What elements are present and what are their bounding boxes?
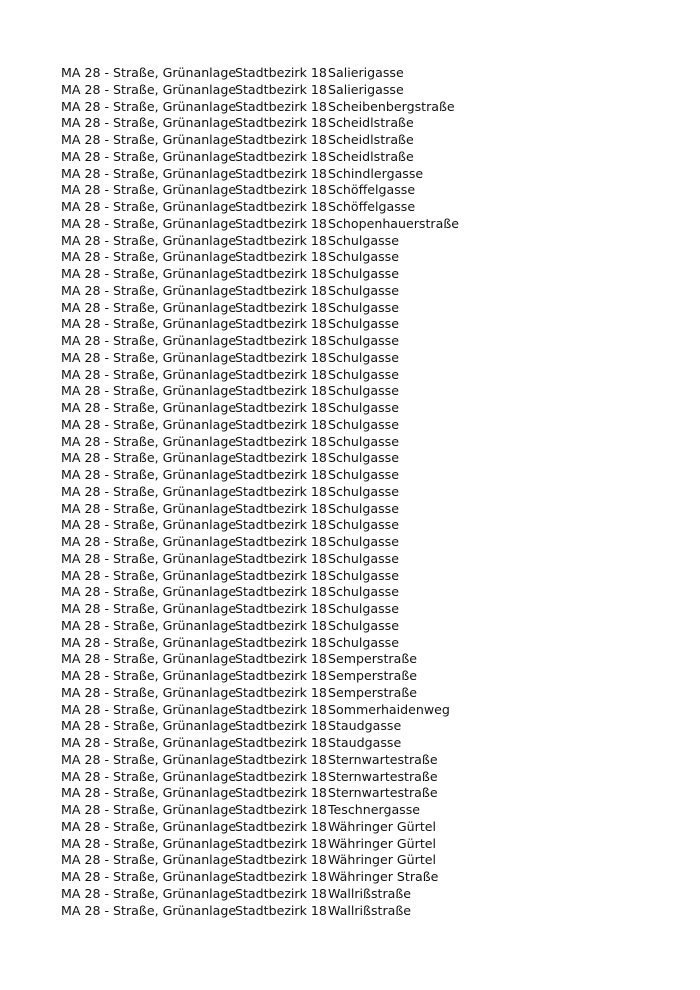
street-cell: Schulgasse (328, 282, 399, 298)
department-cell: MA 28 - Straße, Grünanlage (61, 98, 237, 114)
department-cell: MA 28 - Straße, Grünanlage (61, 115, 237, 131)
street-cell: Schulgasse (328, 617, 399, 633)
street-cell: Sommerhaidenweg (328, 701, 450, 717)
district-cell: Stadtbezirk 18 (235, 349, 327, 365)
department-cell: MA 28 - Straße, Grünanlage (61, 433, 237, 449)
street-cell: Währinger Gürtel (328, 852, 437, 868)
department-cell: MA 28 - Straße, Grünanlage (61, 249, 237, 265)
department-cell: MA 28 - Straße, Grünanlage (61, 400, 237, 415)
district-cell: Stadtbezirk 18 (235, 802, 327, 817)
district-cell: Stadtbezirk 18 (235, 584, 327, 600)
district-cell: Stadtbezirk 18 (235, 433, 327, 449)
department-cell: MA 28 - Straße, Grünanlage (61, 902, 237, 918)
department-cell: MA 28 - Straße, Grünanlage (61, 383, 237, 399)
street-cell: Wallrißstraße (328, 902, 412, 918)
street-cell: Währinger Gürtel (328, 818, 437, 834)
street-cell: Schulgasse (328, 316, 399, 332)
district-cell: Stadtbezirk 18 (235, 818, 327, 834)
department-cell: MA 28 - Straße, Grünanlage (61, 483, 237, 499)
district-cell: Stadtbezirk 18 (235, 148, 327, 164)
department-cell: MA 28 - Straße, Grünanlage (61, 199, 237, 214)
district-cell: Stadtbezirk 18 (235, 182, 327, 198)
street-cell: Teschnergasse (328, 802, 421, 817)
district-cell: Stadtbezirk 18 (235, 550, 327, 566)
street-cell: Schulgasse (328, 299, 399, 315)
department-cell: MA 28 - Straße, Grünanlage (61, 333, 237, 348)
street-cell: Staudgasse (328, 735, 402, 750)
district-cell: Stadtbezirk 18 (235, 199, 327, 214)
street-cell: Schulgasse (328, 400, 399, 415)
district-cell: Stadtbezirk 18 (235, 768, 327, 784)
department-cell: MA 28 - Straße, Grünanlage (61, 684, 237, 700)
district-cell: Stadtbezirk 18 (235, 885, 327, 901)
street-cell: Schulgasse (328, 634, 399, 650)
street-cell: Währinger Straße (328, 869, 439, 884)
department-cell: MA 28 - Straße, Grünanlage (61, 885, 237, 901)
street-cell: Schulgasse (328, 249, 399, 265)
department-cell: MA 28 - Straße, Grünanlage (61, 416, 237, 432)
department-cell: MA 28 - Straße, Grünanlage (61, 617, 237, 633)
street-cell: Schöffelgasse (328, 182, 416, 198)
department-cell: MA 28 - Straße, Grünanlage (61, 366, 237, 382)
street-cell: Schulgasse (328, 483, 399, 499)
department-cell: MA 28 - Straße, Grünanlage (61, 735, 237, 750)
street-cell: Schulgasse (328, 366, 399, 382)
department-cell: MA 28 - Straße, Grünanlage (61, 852, 237, 868)
department-cell: MA 28 - Straße, Grünanlage (61, 818, 237, 834)
street-cell: Schulgasse (328, 567, 399, 583)
street-cell: Schulgasse (328, 383, 399, 399)
street-cell: Schulgasse (328, 232, 399, 248)
district-cell: Stadtbezirk 18 (235, 249, 327, 265)
street-cell: Schulgasse (328, 467, 399, 482)
district-cell: Stadtbezirk 18 (235, 483, 327, 499)
street-cell: Schulgasse (328, 500, 399, 516)
district-cell: Stadtbezirk 18 (235, 835, 327, 851)
district-cell: Stadtbezirk 18 (235, 400, 327, 415)
district-cell: Stadtbezirk 18 (235, 902, 327, 918)
department-cell: MA 28 - Straße, Grünanlage (61, 550, 237, 566)
district-cell: Stadtbezirk 18 (235, 617, 327, 633)
district-cell: Stadtbezirk 18 (235, 517, 327, 533)
department-cell: MA 28 - Straße, Grünanlage (61, 65, 237, 80)
department-cell: MA 28 - Straße, Grünanlage (61, 282, 237, 298)
district-cell: Stadtbezirk 18 (235, 534, 327, 549)
department-cell: MA 28 - Straße, Grünanlage (61, 835, 237, 851)
district-cell: Stadtbezirk 18 (235, 81, 327, 97)
district-cell: Stadtbezirk 18 (235, 450, 327, 466)
department-cell: MA 28 - Straße, Grünanlage (61, 266, 237, 281)
department-cell: MA 28 - Straße, Grünanlage (61, 584, 237, 600)
district-cell: Stadtbezirk 18 (235, 684, 327, 700)
street-cell: Sternwartestraße (328, 751, 438, 767)
department-cell: MA 28 - Straße, Grünanlage (61, 165, 237, 181)
street-cell: Semperstraße (328, 668, 418, 683)
district-cell: Stadtbezirk 18 (235, 668, 327, 683)
street-cell: Schulgasse (328, 333, 399, 348)
district-cell: Stadtbezirk 18 (235, 232, 327, 248)
street-cell: Scheibenbergstraße (328, 98, 455, 114)
department-cell: MA 28 - Straße, Grünanlage (61, 299, 237, 315)
department-cell: MA 28 - Straße, Grünanlage (61, 81, 237, 97)
street-cell: Schulgasse (328, 416, 399, 432)
department-cell: MA 28 - Straße, Grünanlage (61, 768, 237, 784)
street-cell: Währinger Gürtel (328, 835, 437, 851)
district-cell: Stadtbezirk 18 (235, 735, 327, 750)
street-cell: Semperstraße (328, 651, 418, 667)
street-cell: Scheidlstraße (328, 148, 414, 164)
department-cell: MA 28 - Straße, Grünanlage (61, 785, 237, 801)
street-cell: Schulgasse (328, 601, 399, 616)
district-cell: Stadtbezirk 18 (235, 601, 327, 616)
district-cell: Stadtbezirk 18 (235, 115, 327, 131)
street-cell: Schulgasse (328, 349, 399, 365)
department-cell: MA 28 - Straße, Grünanlage (61, 567, 237, 583)
street-cell: Schulgasse (328, 266, 399, 281)
department-cell: MA 28 - Straße, Grünanlage (61, 316, 237, 332)
department-cell: MA 28 - Straße, Grünanlage (61, 701, 237, 717)
district-cell: Stadtbezirk 18 (235, 869, 327, 884)
street-cell: Scheidlstraße (328, 115, 414, 131)
street-cell: Schulgasse (328, 584, 399, 600)
district-cell: Stadtbezirk 18 (235, 416, 327, 432)
department-cell: MA 28 - Straße, Grünanlage (61, 634, 237, 650)
street-cell: Schulgasse (328, 450, 399, 466)
district-cell: Stadtbezirk 18 (235, 282, 327, 298)
street-cell: Salierigasse (328, 65, 404, 80)
department-cell: MA 28 - Straße, Grünanlage (61, 467, 237, 482)
street-cell: Salierigasse (328, 81, 404, 97)
department-cell: MA 28 - Straße, Grünanlage (61, 517, 237, 533)
department-cell: MA 28 - Straße, Grünanlage (61, 534, 237, 549)
street-cell: Schöffelgasse (328, 199, 416, 214)
district-cell: Stadtbezirk 18 (235, 266, 327, 281)
district-cell: Stadtbezirk 18 (235, 383, 327, 399)
district-cell: Stadtbezirk 18 (235, 98, 327, 114)
department-cell: MA 28 - Straße, Grünanlage (61, 182, 237, 198)
street-cell: Schulgasse (328, 433, 399, 449)
district-cell: Stadtbezirk 18 (235, 651, 327, 667)
district-cell: Stadtbezirk 18 (235, 701, 327, 717)
district-cell: Stadtbezirk 18 (235, 215, 327, 231)
department-cell: MA 28 - Straße, Grünanlage (61, 601, 237, 616)
department-cell: MA 28 - Straße, Grünanlage (61, 349, 237, 365)
street-cell: Sternwartestraße (328, 768, 438, 784)
street-cell: Schindlergasse (328, 165, 424, 181)
district-cell: Stadtbezirk 18 (235, 467, 327, 482)
department-cell: MA 28 - Straße, Grünanlage (61, 651, 237, 667)
district-cell: Stadtbezirk 18 (235, 785, 327, 801)
district-cell: Stadtbezirk 18 (235, 65, 327, 80)
district-cell: Stadtbezirk 18 (235, 751, 327, 767)
department-cell: MA 28 - Straße, Grünanlage (61, 751, 237, 767)
street-cell: Schulgasse (328, 550, 399, 566)
department-cell: MA 28 - Straße, Grünanlage (61, 500, 237, 516)
street-cell: Schulgasse (328, 517, 399, 533)
department-cell: MA 28 - Straße, Grünanlage (61, 232, 237, 248)
street-cell: Wallrißstraße (328, 885, 412, 901)
district-cell: Stadtbezirk 18 (235, 852, 327, 868)
district-cell: Stadtbezirk 18 (235, 333, 327, 348)
district-cell: Stadtbezirk 18 (235, 567, 327, 583)
district-cell: Stadtbezirk 18 (235, 718, 327, 734)
district-cell: Stadtbezirk 18 (235, 299, 327, 315)
street-cell: Scheidlstraße (328, 132, 414, 147)
street-cell: Schopenhauerstraße (328, 215, 460, 231)
department-cell: MA 28 - Straße, Grünanlage (61, 215, 237, 231)
street-cell: Sternwartestraße (328, 785, 438, 801)
department-cell: MA 28 - Straße, Grünanlage (61, 668, 237, 683)
district-cell: Stadtbezirk 18 (235, 500, 327, 516)
department-cell: MA 28 - Straße, Grünanlage (61, 148, 237, 164)
district-cell: Stadtbezirk 18 (235, 316, 327, 332)
department-cell: MA 28 - Straße, Grünanlage (61, 869, 237, 884)
street-cell: Schulgasse (328, 534, 399, 549)
department-cell: MA 28 - Straße, Grünanlage (61, 802, 237, 817)
department-cell: MA 28 - Straße, Grünanlage (61, 718, 237, 734)
street-cell: Semperstraße (328, 684, 418, 700)
district-cell: Stadtbezirk 18 (235, 165, 327, 181)
department-cell: MA 28 - Straße, Grünanlage (61, 450, 237, 466)
street-cell: Staudgasse (328, 718, 402, 734)
department-cell: MA 28 - Straße, Grünanlage (61, 132, 237, 147)
district-cell: Stadtbezirk 18 (235, 132, 327, 147)
district-cell: Stadtbezirk 18 (235, 634, 327, 650)
district-cell: Stadtbezirk 18 (235, 366, 327, 382)
